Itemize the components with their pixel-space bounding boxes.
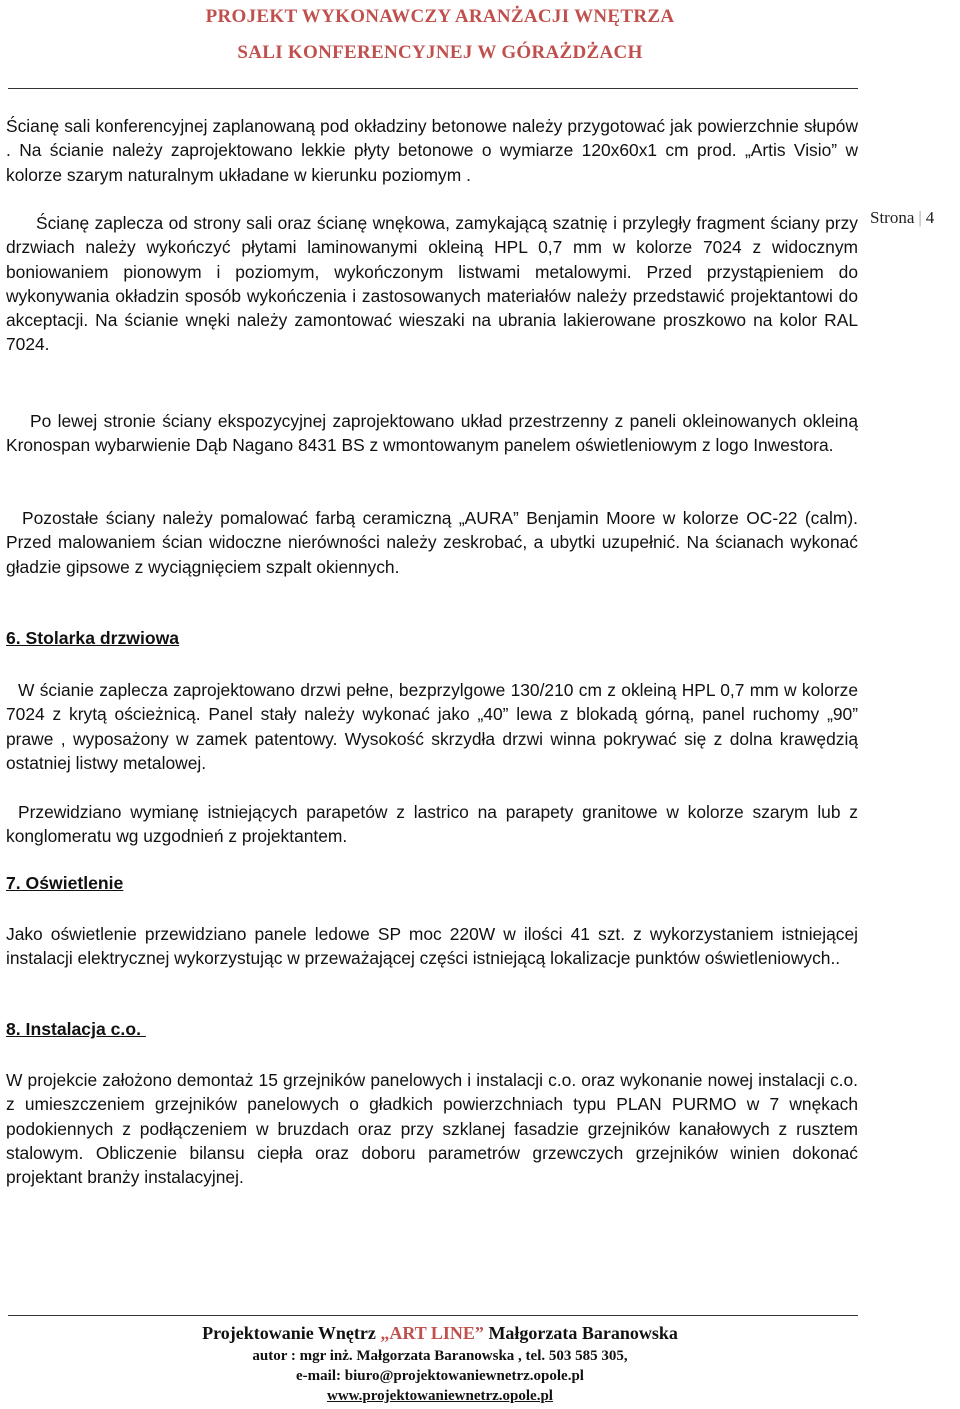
paragraph-heating: W projekcie założono demontaż 15 grzejników panelowych i instalacji c.o. oraz wykonanie nowej instalacji c.o. z umieszczeniem grzejników panelowych o gładkich powierzchniach typu PLAN PURMO w 7 wnękach podokiennych z podłączeniem w bruzdach oraz przy szklanej fasadzie grzejników kanałowych z rusztem stalowym. Obliczenie bilansu ciepła oraz doboru parametrów grzewczych grzejników winien dokonać projektant branży instalacyjnej. [6,1070,858,1188]
footer-website-link[interactable]: www.projektowaniewnetrz.opole.pl [327,1388,553,1404]
page-separator: | [918,208,922,227]
footer-author: autor : mgr inż. Małgorzata Baranowska , tel. 503 585 305, [252,1348,628,1364]
footer-studio-brand: „ART LINE” [380,1323,484,1343]
paragraph-doors: W ścianie zaplecza zaprojektowano drzwi pełne, bezprzylgowe 130/210 cm z okleiną HPL 0,7 mm w kolorze 7024 z krytą ościeżnicą. Panel stały należy wykonać jako „40” lewa z blokadą górną, panel ruchomy „90” prawe , wyposażony w zamek patentowy. Wysokość skrzydła drzwi winna pokrywać się z dolna krawędzią ostatniej listwy metalowej. [6,680,858,773]
page-label: Strona [870,208,915,227]
footer-studio [0,1323,880,1344]
paragraph-back-wall: Ścianę zaplecza od strony sali oraz ścianę wnękowa, zamykającą szatnię i przyległy fragment ściany przy drzwiach należy wykończyć płytami laminowanymi okleiną HPL 0,7 mm w kolorze 7024 z widocznym boniowaniem pionowym i poziomym, wykończonym listwami metalowymi. Przed przystąpieniem do wykonywania okładzin sposób wykończenia i zastosowanych materiałów należy przedstawić projektantowi do akceptacji. Na ścianie wnęki należy zamontować wieszaki na ubrania lakierowane proszkowo na kolor RAL 7024. [6,213,858,355]
section-heading-heating: 8. Instalacja c.o. [6,1019,146,1039]
header-title: PROJEKT WYKONAWCZY ARANŻACJI WNĘTRZA [205,6,675,27]
header-rule [8,88,858,89]
page-number-value: 4 [925,208,935,227]
footer-studio-suffix: Małgorzata Baranowska [483,1323,678,1343]
header-subtitle: SALI KONFERENCYJNEJ W GÓRAŻDŻACH [237,42,643,63]
paragraph-lighting: Jako oświetlenie przewidziano panele ledowe SP moc 220W w ilości 41 szt. z wykorzystaniem istniejącej instalacji elektrycznej wykorzystując w przeważającej części istniejącą lokalizacje punktów oświetleniowych.. [6,924,858,969]
footer-email[interactable]: e-mail: biuro@projektowaniewnetrz.opole.pl [296,1368,584,1384]
section-heading-lighting: 7. Oświetlenie [6,873,124,893]
paragraph-painting: Pozostałe ściany należy pomalować farbą ceramiczną „AURA” Benjamin Moore w kolorze OC-22 (calm). Przed malowaniem ścian widoczne nierówności należy zeskrobać, a ubytki uzupełnić. Na ścianach wykonać gładzie gipsowe z wyciągnięciem szpalt okiennych. [6,508,858,577]
paragraph-windowsills: Przewidziano wymianę istniejących parapetów z lastrico na parapety granitowe w kolorze szarym lub z konglomeratu wg uzgodnień z projektantem. [6,802,858,847]
section-heading-doors: 6. Stolarka drzwiowa [6,628,180,648]
footer-rule [8,1315,858,1316]
paragraph-exhibition-wall: Po lewej stronie ściany ekspozycyjnej zaprojektowano układ przestrzenny z paneli okleinowanych okleiną Kronospan wybarwienie Dąb Nagano 8431 BS z wmontowanym panelem oświetleniowym z logo Inwestora. [6,411,858,456]
paragraph-concrete-wall: Ścianę sali konferencyjnej zaplanowaną pod okładziny betonowe należy przygotować jak powierzchnie słupów . Na ścianie należy zaprojektowano lekkie płyty betonowe o wymiarze 120x60x1 cm prod. „Artis Visio” w kolorze szarym naturalnym układane w kierunku poziomym . [6,116,858,185]
page-number [870,208,934,228]
footer-studio-prefix: Projektowanie Wnętrz [202,1323,381,1343]
